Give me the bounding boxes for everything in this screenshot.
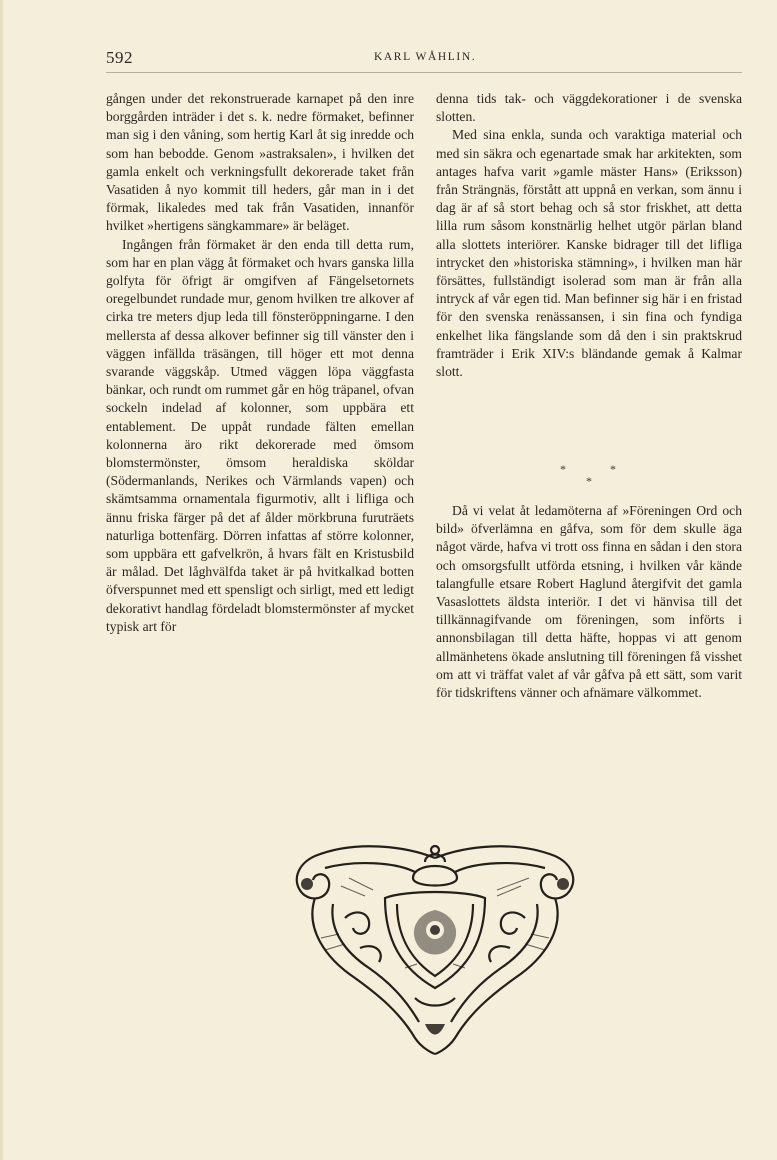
- section-separator: * * *: [560, 462, 616, 488]
- header-rule: [106, 72, 742, 73]
- left-paragraph-1: gången under det rekonstruerade karnapet på den inre borggården inträder i det s. k. nedre förmaket, befinner man sig i den våning, som hertig Karl åt sig inredde och som han bebodde. Genom »astraksalen», i hvilken det gamla enkelt och verkningsfullt dekorerade taket från Vasatiden å nyo kommit till heders, går man in i det förmak, likaledes med tak från Vasatiden, innanför hvilket »hertigens sängkammare» är beläget.: [106, 91, 414, 234]
- page-header: [106, 48, 726, 70]
- right-column: [436, 90, 742, 381]
- right-paragraph-1: denna tids tak- och väggdekorationer i de svenska slotten.: [436, 91, 742, 125]
- running-title: KARL WÅHLIN.: [374, 51, 477, 63]
- page-number: 592: [106, 48, 133, 67]
- right-paragraph-2: Med sina enkla, sunda och varaktiga material och med sin säkra och egenartade smak har arkitekten, som antages hafva varit »gamle mäster Hans» (Eriksson) från Strängnäs, förstått att uppnå en verkan, som ännu i dag är af så stort behag och så stor friskhet, att detta lilla rum såsom konstnärlig helhet utgör pärlan bland alla slottets interiörer. Kanske bidrager till det lifliga intrycket den »historiska stämning», i hvilken man här försättes, fullständigt isolerad som man är från alla intryck af vår egen tid. Man befinner sig här i en fristad för den svenska renässansen, i sin fina och fyndiga enkelhet lika fängslande som då den i sin praktskrud framträder i Erik XIV:s bländande gemak å Kalmar slott.: [436, 127, 742, 380]
- baroque-cartouche-ornament-icon: [285, 838, 585, 1058]
- left-column: [106, 90, 414, 636]
- closing-paragraph: Då vi velat åt ledamöterna af »Föreningen Ord och bild» öfverlämna en gåfva, som för dem skulle äga något värde, hafva vi trott oss finna en sådan i den stora och omsorgsfullt utförda etsning, i hvilken vår kände talangfulle etsare Robert Haglund återgifvit det gamla Vasaslottets äldsta interiör. I det vi hänvisa till det tillkännagifvande om föreningen, som införts i annonsbilagan till detta häfte, hoppas vi att genom allmänhetens ökade anslutning till föreningen få visshet om att vi träffat valet af vår gåfva på ett sätt, som varit för tidskriftens vänner och afnämare välkommet.: [436, 503, 742, 701]
- right-column-closing: [436, 502, 742, 702]
- left-paragraph-2: Ingången från förmaket är den enda till detta rum, som har en plan vägg åt förmaket och hvars ganska lilla golfyta för öfrigt är omgifven af Fängelsetornets oregelbundet rundade mur, genom hvilken tre alkover af cirka tre meters djup leda till fönsteröppningarne. I den mellersta af dessa alkover befinner sig till vänster den i väggen infällda träsängen, till höger ett mot denna svarande väggskåp. Utmed väggen löpa väggfasta bänkar, och rundt om rummet går en hög träpanel, ofvan sockeln indelad af kolonner, som uppbära ett entablement. De uppåt rundade fälten emellan kolonnerna äro rikt dekorerade med ömsom blomstermönster, ömsom heraldiska sköldar (Södermanlands, Nerikes och Värmlands vapen) och skämtsamma ornamentala figurmotiv, allt i lifliga och ännu friska färger på det af ålder mörkbruna furuträets naturliga bottenfärg. Dörren infattas af större kolonner, som uppbära ett gafvelkrön, å hvars fält en Kristusbild är målad. Det låghvälfda taket är på hvitkalkad botten öfverspunnet med ett spensligt och sirligt, med ett ledigt dekorativt handlag fördeladt blomstermönster af mycket typisk art för: [106, 236, 414, 634]
